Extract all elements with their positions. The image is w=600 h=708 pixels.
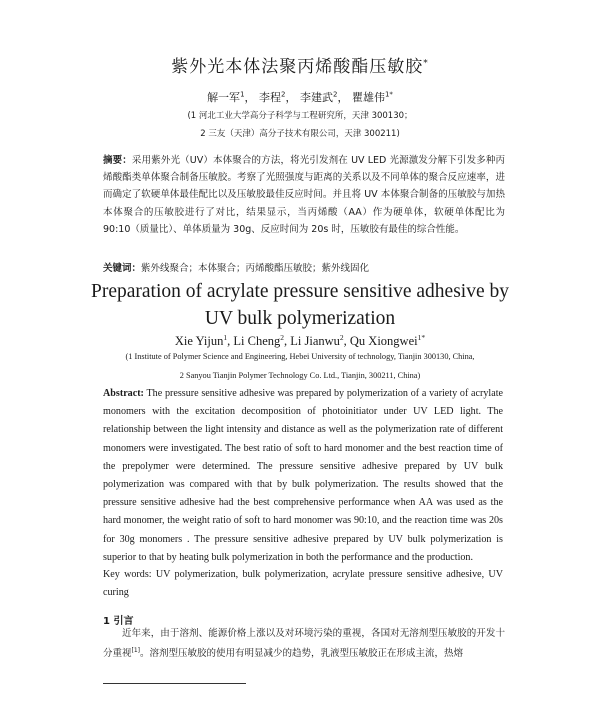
chinese-abstract: 摘要：采用紫外光（UV）本体聚合的方法，将光引发剂在 UV LED 光源激发分解下引发多种丙烯酸酯类单体聚合制备压敏胶。考察了光照强度与距离的关系以及不同单体的聚合反应速率，进而确定了软硬单体最佳配比以及压敏胶最佳反应时间。并且将 UV 本体聚合制备的压敏胶与加热本体聚合的压敏胶进行了对比，结果显示，当丙烯酸（AA）作为硬单体，软硬单体配比为 90:10（质量比）、单体质量为 30g、反应时间为 20s 时，压敏胶有最佳的综合性能。 xyxy=(103,155,505,235)
english-affiliation-2: 2 Sanyou Tianjin Polymer Technology Co. Ltd., Tianjin, 300211, China) xyxy=(179,371,421,380)
citation: [1] xyxy=(131,647,141,655)
author-cn: 李建武 xyxy=(300,91,333,104)
english-title-line-1: Preparation of acrylate pressure sensitive adhesive by xyxy=(90,281,509,302)
english-authors: Xie Yijun$^1$, Li Cheng$^2$, Li Jianwu$^2$, Qu Xiongwei$^{1*}$ xyxy=(174,333,426,349)
chinese-affiliation-1: (1 河北工业大学高分子科学与工程研究所，天津 300130； xyxy=(187,111,413,121)
english-affiliation-1: (1 Institute of Polymer Science and Engineering, Hebei University of technology, Tianjin 300130, China, xyxy=(125,352,475,361)
chinese-keywords: 关键词：紫外线聚合；本体聚合；丙烯酸酯压敏胶；紫外线固化 xyxy=(103,263,370,274)
author-en: Qu Xiongwei xyxy=(349,334,418,349)
introduction-paragraph: 近年来，由于溶剂、能源价格上涨以及对环境污染的重视，各国对无溶剂型压敏胶的开发十分重视[1]。溶剂型压敏胶的使用有明显减少的趋势，乳液型压敏胶正在形成主流，热熔 xyxy=(103,628,505,660)
section-heading: 1 引言 xyxy=(103,616,134,627)
chinese-authors: 解一军$^1$， 李程$^2$， 李建武$^2$， 瞿雄伟$^{1*}$ xyxy=(207,90,393,104)
keywords-label: 关键词： xyxy=(103,263,142,274)
abstract-label: 摘要： xyxy=(103,155,132,166)
abstract-label: Abstract: xyxy=(103,388,144,399)
chinese-affiliation-2: 2 三友（天津）高分子技术有限公司，天津 300211) xyxy=(200,129,400,139)
english-keywords: Key words: UV polymerization, bulk polymerization, acrylate pressure sensitive adhesive, UV curing xyxy=(103,569,503,599)
english-abstract: Abstract: The pressure sensitive adhesive was prepared by polymerization of a variety of acrylate monomers with the excitation decomposition of photoinitiator under UV LED light. The relationship between the light intensity and distance as well as the polymerization rate of different monomers were investigated. The best ratio of soft to hard monomer and the best reaction time of the prepolymer were determined. The pressure sensitive adhesive prepared by UV bulk polymerization was compared with that by bulk polymerization. The results showed that the pressure sensitive adhesive had the best comprehensive performance when AA was used as the hard monomer, the weight ratio of soft to hard monomer was 90:10, and the reaction time was 20s for 30g monomers . The pressure sensitive adhesive prepared by UV bulk polymerization is superior to that by heating bulk polymerization in both the performance and the production. xyxy=(103,388,503,563)
author-cn: 瞿雄伟 xyxy=(351,91,385,104)
author-en: Li Cheng xyxy=(233,334,281,349)
author-cn: 解一军 xyxy=(207,91,241,104)
footnote-divider xyxy=(103,683,246,684)
author-en: Xie Yijun xyxy=(174,334,224,349)
author-cn: 李程 xyxy=(259,91,282,104)
chinese-title: 紫外光本体法聚丙烯酸酯压敏胶* xyxy=(171,57,429,77)
keywords-label: Key words: xyxy=(103,569,152,580)
english-title-line-2: UV bulk polymerization xyxy=(204,308,396,329)
author-en: Li Jianwu xyxy=(290,334,340,349)
title-footnote-mark: * xyxy=(423,58,429,69)
